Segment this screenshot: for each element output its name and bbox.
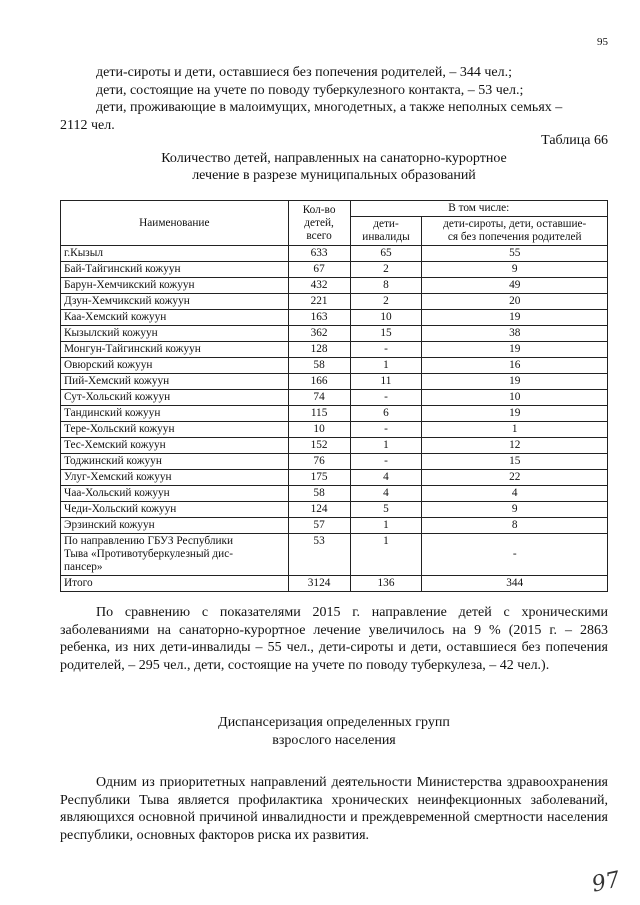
row-disabled: 15: [350, 326, 422, 342]
row-total: 128: [288, 342, 350, 358]
row-total: 175: [288, 470, 350, 486]
row-name: Пий-Хемский кожуун: [61, 374, 289, 390]
table-row-special: [61, 534, 608, 576]
row-orphans: 49: [422, 278, 608, 294]
row-disabled: 1: [350, 518, 422, 534]
row-orphans: 9: [422, 262, 608, 278]
row-orphans: 22: [422, 470, 608, 486]
table-row: [61, 326, 608, 342]
row-disabled: 1: [350, 438, 422, 454]
row-orphans: 19: [422, 342, 608, 358]
intro-list: [60, 64, 608, 134]
table-row: [61, 470, 608, 486]
row-disabled: 1: [350, 534, 422, 576]
row-name: Дзун-Хемчикский кожуун: [61, 294, 289, 310]
intro-line-tail: 2112 чел.: [60, 117, 115, 133]
row-orphans: -: [422, 534, 608, 576]
row-disabled: 11: [350, 374, 422, 390]
table-footer: [61, 534, 608, 592]
row-total: 67: [288, 262, 350, 278]
table-row: [61, 486, 608, 502]
row-orphans: 8: [422, 518, 608, 534]
row-orphans: 1: [422, 422, 608, 438]
header-total: Кол-во детей, всего: [288, 201, 350, 246]
row-total: 53: [288, 534, 350, 576]
header-disabled: дети- инвалиды: [350, 217, 422, 246]
row-name: Тоджинский кожуун: [61, 454, 289, 470]
row-disabled: 4: [350, 486, 422, 502]
row-name: Монгун-Тайгинский кожуун: [61, 342, 289, 358]
row-orphans: 12: [422, 438, 608, 454]
row-disabled: 1: [350, 358, 422, 374]
table-title-line: Количество детей, направленных на санаторно-курортное: [161, 151, 507, 166]
row-orphans: 344: [422, 576, 608, 592]
row-total: 58: [288, 486, 350, 502]
table-row: [61, 294, 608, 310]
row-disabled: 10: [350, 310, 422, 326]
row-total: 362: [288, 326, 350, 342]
table-row: [61, 358, 608, 374]
row-name: Каа-Хемский кожуун: [61, 310, 289, 326]
row-total: 74: [288, 390, 350, 406]
table-row: [61, 422, 608, 438]
section-heading-line: взрослого населения: [272, 733, 396, 748]
table-row: [61, 310, 608, 326]
table-row: [61, 374, 608, 390]
table-title-line: лечение в разрезе муниципальных образований: [192, 168, 476, 183]
table-body: [61, 246, 608, 534]
row-disabled: 65: [350, 246, 422, 262]
section-heading-line: Диспансеризация определенных групп: [218, 715, 450, 730]
intro-line-orphans: дети-сироты и дети, оставшиеся без попечения родителей, – 344 чел.;: [96, 65, 513, 80]
row-name: г.Кызыл: [61, 246, 289, 262]
row-orphans: 9: [422, 502, 608, 518]
section-heading: [60, 714, 608, 750]
row-disabled: 5: [350, 502, 422, 518]
comparison-paragraph: [60, 604, 608, 674]
row-disabled: 2: [350, 294, 422, 310]
table-row: [61, 390, 608, 406]
row-name: Эрзинский кожуун: [61, 518, 289, 534]
row-orphans: 16: [422, 358, 608, 374]
row-name: Бай-Тайгинский кожуун: [61, 262, 289, 278]
row-total: 633: [288, 246, 350, 262]
table-row: [61, 406, 608, 422]
row-total: 58: [288, 358, 350, 374]
table-title: [60, 150, 608, 184]
row-disabled: -: [350, 390, 422, 406]
handwritten-page-mark: 97: [589, 867, 623, 898]
table-row: [61, 438, 608, 454]
table-row: [61, 454, 608, 470]
row-name: Улуг-Хемский кожуун: [61, 470, 289, 486]
row-disabled: -: [350, 342, 422, 358]
row-total: 163: [288, 310, 350, 326]
final-paragraph: [60, 774, 608, 844]
row-name: Тандинский кожуун: [61, 406, 289, 422]
row-orphans: 19: [422, 374, 608, 390]
page-number: 95: [597, 36, 608, 48]
table-row-total: [61, 576, 608, 592]
children-sanatorium-table: [60, 200, 608, 592]
row-total: 432: [288, 278, 350, 294]
row-name: По направлению ГБУЗ Республики Тыва «Противотуберкулезный дис- пансер»: [61, 534, 289, 576]
row-name: Овюрский кожуун: [61, 358, 289, 374]
table-row: [61, 518, 608, 534]
row-total: 221: [288, 294, 350, 310]
row-disabled: 8: [350, 278, 422, 294]
row-name: Барун-Хемчикский кожуун: [61, 278, 289, 294]
intro-line-tb-contact: дети, состоящие на учете по поводу туберкулезного контакта, – 53 чел.;: [96, 82, 524, 98]
row-name: Чеди-Хольский кожуун: [61, 502, 289, 518]
row-disabled: 4: [350, 470, 422, 486]
table-row: [61, 502, 608, 518]
row-orphans: 10: [422, 390, 608, 406]
header-orphans: дети-сироты, дети, оставшие- ся без попечения родителей: [422, 217, 608, 246]
table-caption: Таблица 66: [541, 133, 608, 148]
row-name: Кызылский кожуун: [61, 326, 289, 342]
row-orphans: 55: [422, 246, 608, 262]
row-total: 152: [288, 438, 350, 454]
row-total: 57: [288, 518, 350, 534]
row-disabled: 2: [350, 262, 422, 278]
comparison-text: По сравнению с показателями 2015 г. направление детей с хроническими заболеваниями на санаторно-курортное лечение увеличилось на 9 % (2015 г. – 2863 ребенка, из них дети-инвалиды – 55 чел., дети-сироты и дети, оставшиеся без попечения родителей, – 295 чел., дети, состоящие на учете по поводу туберкулеза, – 42 чел.).: [60, 605, 608, 673]
row-total: 10: [288, 422, 350, 438]
row-name: Чаа-Хольский кожуун: [61, 486, 289, 502]
row-total: 115: [288, 406, 350, 422]
row-name: Тес-Хемский кожуун: [61, 438, 289, 454]
table-row: [61, 342, 608, 358]
final-text: Одним из приоритетных направлений деятельности Министерства здравоохранения Республики Тыва является профилактика хронических неинфекционных заболеваний, являющихся основной причиной инвалидности и преждевременной смертности населения республики, основных факторов риска их развития.: [60, 775, 608, 843]
row-orphans: 19: [422, 406, 608, 422]
row-orphans: 4: [422, 486, 608, 502]
row-name: Тере-Хольский кожуун: [61, 422, 289, 438]
row-orphans: 19: [422, 310, 608, 326]
row-name: Итого: [61, 576, 289, 592]
row-total: 76: [288, 454, 350, 470]
table-row: [61, 278, 608, 294]
table-row: [61, 262, 608, 278]
row-disabled: 6: [350, 406, 422, 422]
row-total: 3124: [288, 576, 350, 592]
row-disabled: -: [350, 454, 422, 470]
row-disabled: 136: [350, 576, 422, 592]
row-orphans: 20: [422, 294, 608, 310]
row-name: Сут-Хольский кожуун: [61, 390, 289, 406]
row-orphans: 15: [422, 454, 608, 470]
header-name: Наименование: [61, 201, 289, 246]
header-including: В том числе:: [350, 201, 607, 217]
table-row: [61, 246, 608, 262]
row-total: 124: [288, 502, 350, 518]
row-disabled: -: [350, 422, 422, 438]
intro-line-low-income: дети, проживающие в малоимущих, многодетных, а также неполных семьях –: [96, 100, 563, 115]
row-total: 166: [288, 374, 350, 390]
row-orphans: 38: [422, 326, 608, 342]
